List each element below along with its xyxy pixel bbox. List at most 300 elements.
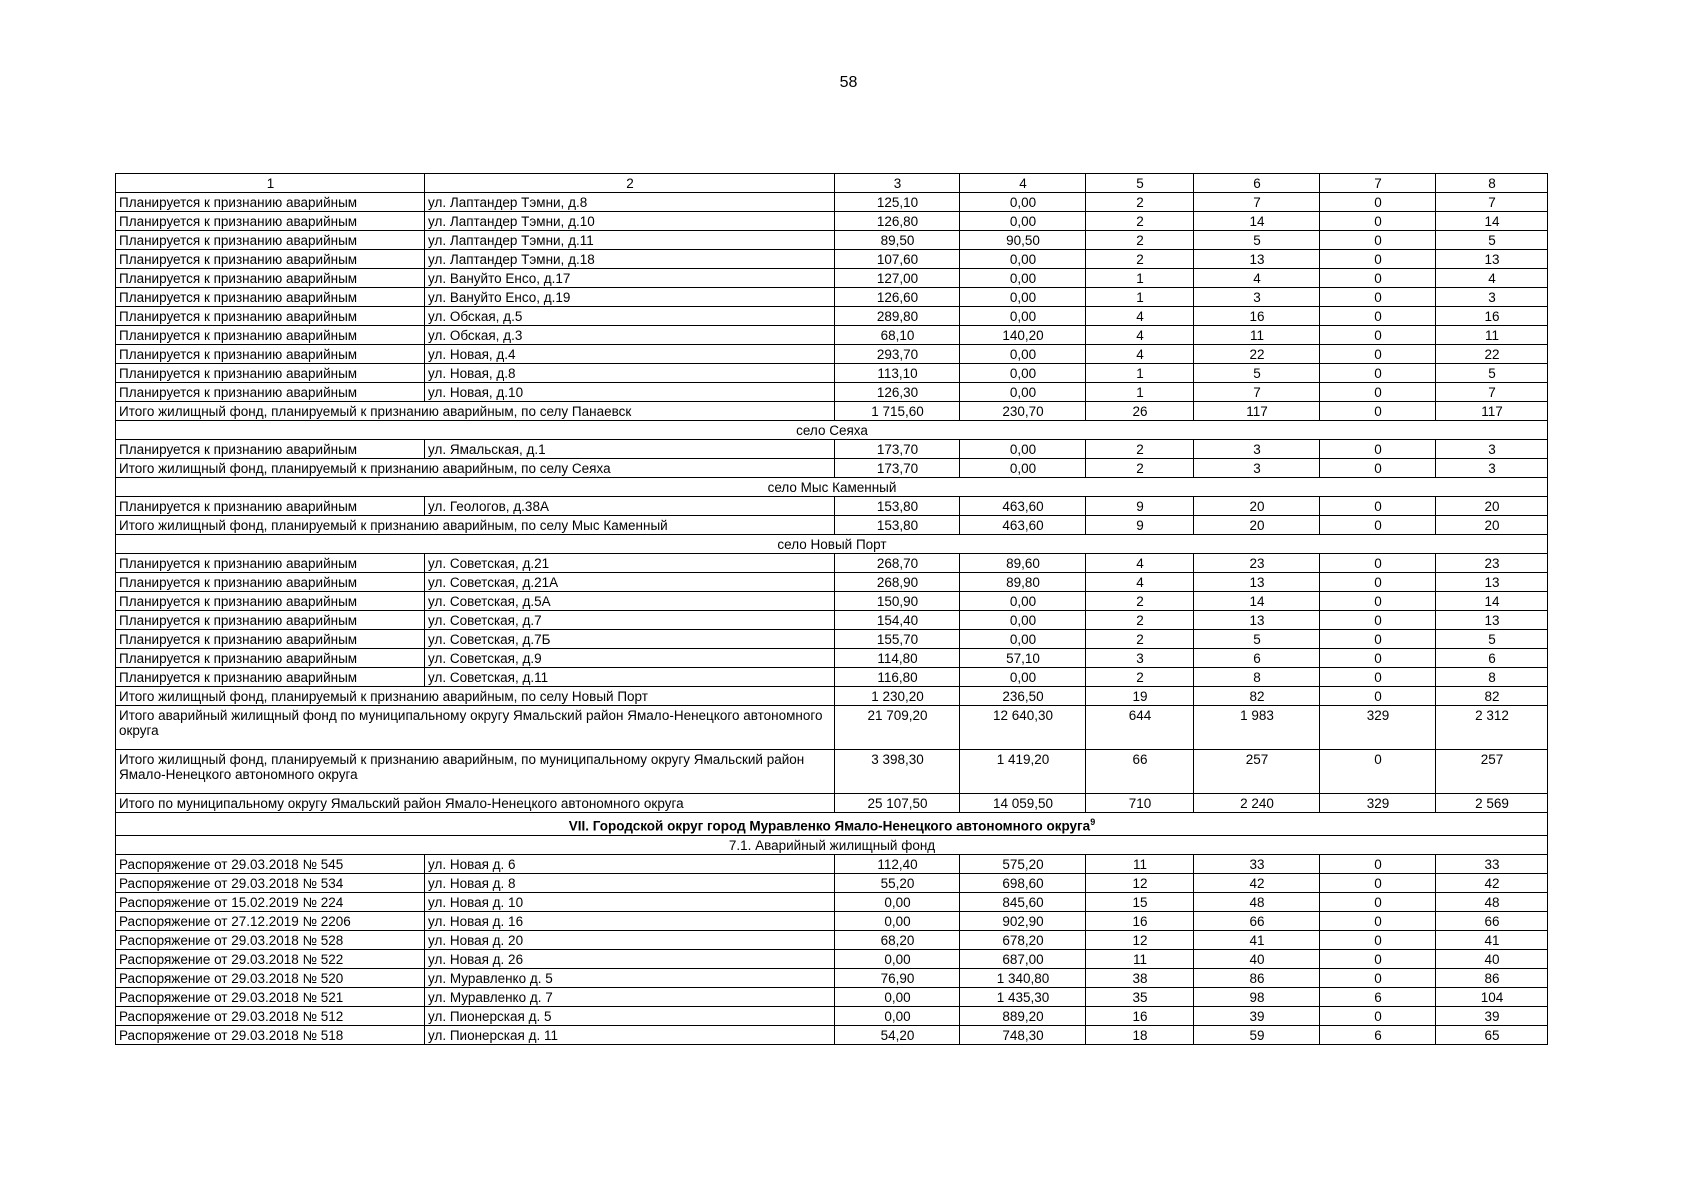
table-row [116, 364, 1548, 383]
total-value-cell: 21 709,20 [835, 706, 960, 750]
value-cell: 0,00 [960, 269, 1086, 288]
district-title-cell [116, 813, 1548, 836]
value-cell: 2 [1086, 630, 1194, 649]
address-cell: ул. Новая, д.10 [425, 383, 835, 402]
value-cell: 7 [1194, 193, 1320, 212]
district-title: VII. Городской округ город Муравленко Ямало-Ненецкого автономного округа [568, 818, 1091, 834]
value-cell: 1 340,80 [960, 968, 1086, 987]
total-value-cell: 173,70 [835, 459, 960, 478]
value-cell: 5 [1436, 364, 1548, 383]
address-cell: ул. Советская, д.11 [425, 668, 835, 687]
value-cell: 0 [1320, 497, 1436, 516]
value-cell: 65 [1436, 1025, 1548, 1044]
address-cell: ул. Лаптандер Тэмни, д.8 [425, 193, 835, 212]
value-cell: 14 [1194, 592, 1320, 611]
table-row [116, 383, 1548, 402]
value-cell: 173,70 [835, 440, 960, 459]
value-cell: 1 [1086, 364, 1194, 383]
address-cell: ул. Лаптандер Тэмни, д.18 [425, 250, 835, 269]
total-value-cell: 329 [1320, 706, 1436, 750]
total-value-cell: 2 240 [1194, 794, 1320, 813]
value-cell: 0 [1320, 949, 1436, 968]
section-title: село Новый Порт [116, 535, 1548, 554]
table-row [116, 231, 1548, 250]
basis-cell: Распоряжение от 27.12.2019 № 2206 [116, 911, 425, 930]
total-value-cell: 19 [1086, 687, 1194, 706]
total-value-cell: 1 983 [1194, 706, 1320, 750]
address-cell: ул. Лаптандер Тэмни, д.11 [425, 231, 835, 250]
value-cell: 2 [1086, 668, 1194, 687]
section-title: село Сеяха [116, 421, 1548, 440]
basis-cell: Планируется к признанию аварийным [116, 231, 425, 250]
value-cell: 18 [1086, 1025, 1194, 1044]
value-cell: 13 [1194, 611, 1320, 630]
basis-cell: Планируется к признанию аварийным [116, 440, 425, 459]
table-row [116, 854, 1548, 873]
value-cell: 150,90 [835, 592, 960, 611]
table-row [116, 250, 1548, 269]
data-table [115, 173, 1548, 1045]
total-value-cell: 20 [1436, 516, 1548, 535]
value-cell: 0 [1320, 630, 1436, 649]
value-cell: 8 [1436, 668, 1548, 687]
table-row [116, 497, 1548, 516]
value-cell: 0,00 [960, 212, 1086, 231]
value-cell: 98 [1194, 987, 1320, 1006]
section-header-row [116, 421, 1548, 440]
table-row [116, 987, 1548, 1006]
table-row [116, 649, 1548, 668]
value-cell: 113,10 [835, 364, 960, 383]
value-cell: 8 [1194, 668, 1320, 687]
value-cell: 4 [1086, 326, 1194, 345]
value-cell: 4 [1436, 269, 1548, 288]
basis-cell: Планируется к признанию аварийным [116, 212, 425, 231]
value-cell: 0,00 [960, 364, 1086, 383]
column-number-row [116, 174, 1548, 193]
total-value-cell: 117 [1194, 402, 1320, 421]
address-cell: ул. Лаптандер Тэмни, д.10 [425, 212, 835, 231]
page-number: 58 [839, 74, 858, 91]
total-value-cell: 82 [1194, 687, 1320, 706]
value-cell: 33 [1436, 854, 1548, 873]
table-row [116, 1025, 1548, 1044]
value-cell: 40 [1436, 949, 1548, 968]
address-cell: ул. Новая, д.4 [425, 345, 835, 364]
value-cell: 39 [1436, 1006, 1548, 1025]
total-label-cell: Итого аварийный жилищный фонд по муниципальному округу Ямальский район Ямало-Ненецкого автономного округа [116, 706, 835, 750]
value-cell: 1 435,30 [960, 987, 1086, 1006]
value-cell: 9 [1086, 497, 1194, 516]
value-cell: 13 [1436, 611, 1548, 630]
value-cell: 5 [1436, 630, 1548, 649]
address-cell: ул. Вануйто Енсо, д.19 [425, 288, 835, 307]
value-cell: 2 [1086, 193, 1194, 212]
total-value-cell: 3 [1436, 459, 1548, 478]
value-cell: 68,20 [835, 930, 960, 949]
value-cell: 293,70 [835, 345, 960, 364]
value-cell: 0 [1320, 892, 1436, 911]
value-cell: 89,80 [960, 573, 1086, 592]
table-row [116, 193, 1548, 212]
district-header-row [116, 813, 1548, 836]
value-cell: 127,00 [835, 269, 960, 288]
table-row [116, 288, 1548, 307]
value-cell: 13 [1436, 250, 1548, 269]
value-cell: 126,30 [835, 383, 960, 402]
total-row [116, 794, 1548, 813]
value-cell: 16 [1086, 1006, 1194, 1025]
value-cell: 5 [1194, 364, 1320, 383]
table-row [116, 554, 1548, 573]
address-cell: ул. Новая д. 6 [425, 854, 835, 873]
value-cell: 3 [1436, 440, 1548, 459]
value-cell: 140,20 [960, 326, 1086, 345]
value-cell: 889,20 [960, 1006, 1086, 1025]
total-row-wrapped [116, 706, 1548, 750]
value-cell: 4 [1086, 307, 1194, 326]
value-cell: 114,80 [835, 649, 960, 668]
total-row [116, 459, 1548, 478]
value-cell: 6 [1320, 987, 1436, 1006]
value-cell: 0,00 [960, 288, 1086, 307]
value-cell: 12 [1086, 930, 1194, 949]
total-value-cell: 710 [1086, 794, 1194, 813]
address-cell: ул. Советская, д.7 [425, 611, 835, 630]
value-cell: 54,20 [835, 1025, 960, 1044]
column-number-cell: 4 [960, 174, 1086, 193]
total-value-cell: 257 [1436, 750, 1548, 794]
total-value-cell: 25 107,50 [835, 794, 960, 813]
total-value-cell: 1 230,20 [835, 687, 960, 706]
address-cell: ул. Муравленко д. 7 [425, 987, 835, 1006]
column-number-cell: 5 [1086, 174, 1194, 193]
value-cell: 0 [1320, 383, 1436, 402]
total-value-cell: 463,60 [960, 516, 1086, 535]
value-cell: 41 [1436, 930, 1548, 949]
value-cell: 14 [1194, 212, 1320, 231]
total-value-cell: 2 569 [1436, 794, 1548, 813]
table-row [116, 440, 1548, 459]
value-cell: 33 [1194, 854, 1320, 873]
column-number-cell: 7 [1320, 174, 1436, 193]
value-cell: 0 [1320, 1006, 1436, 1025]
value-cell: 59 [1194, 1025, 1320, 1044]
value-cell: 7 [1436, 193, 1548, 212]
value-cell: 4 [1086, 573, 1194, 592]
value-cell: 5 [1436, 231, 1548, 250]
value-cell: 698,60 [960, 873, 1086, 892]
total-value-cell: 230,70 [960, 402, 1086, 421]
value-cell: 2 [1086, 440, 1194, 459]
value-cell: 11 [1086, 949, 1194, 968]
table-row [116, 573, 1548, 592]
value-cell: 0 [1320, 364, 1436, 383]
value-cell: 76,90 [835, 968, 960, 987]
value-cell: 14 [1436, 212, 1548, 231]
address-cell: ул. Новая д. 16 [425, 911, 835, 930]
basis-cell: Планируется к признанию аварийным [116, 307, 425, 326]
value-cell: 0 [1320, 345, 1436, 364]
value-cell: 68,10 [835, 326, 960, 345]
value-cell: 0,00 [835, 1006, 960, 1025]
total-value-cell: 0 [1320, 402, 1436, 421]
table-row [116, 930, 1548, 949]
value-cell: 0 [1320, 326, 1436, 345]
total-row [116, 516, 1548, 535]
address-cell: ул. Новая д. 26 [425, 949, 835, 968]
address-cell: ул. Новая д. 20 [425, 930, 835, 949]
value-cell: 11 [1436, 326, 1548, 345]
value-cell: 2 [1086, 231, 1194, 250]
address-cell: ул. Новая, д.8 [425, 364, 835, 383]
value-cell: 20 [1436, 497, 1548, 516]
value-cell: 1 [1086, 383, 1194, 402]
total-value-cell: 0 [1320, 459, 1436, 478]
value-cell: 0,00 [960, 383, 1086, 402]
value-cell: 14 [1436, 592, 1548, 611]
basis-cell: Распоряжение от 29.03.2018 № 520 [116, 968, 425, 987]
value-cell: 5 [1194, 231, 1320, 250]
value-cell: 155,70 [835, 630, 960, 649]
value-cell: 0,00 [960, 440, 1086, 459]
value-cell: 40 [1194, 949, 1320, 968]
total-value-cell: 14 059,50 [960, 794, 1086, 813]
value-cell: 902,90 [960, 911, 1086, 930]
value-cell: 86 [1436, 968, 1548, 987]
total-row [116, 687, 1548, 706]
value-cell: 687,00 [960, 949, 1086, 968]
value-cell: 0 [1320, 250, 1436, 269]
address-cell: ул. Обская, д.3 [425, 326, 835, 345]
address-cell: ул. Советская, д.21 [425, 554, 835, 573]
value-cell: 4 [1086, 554, 1194, 573]
value-cell: 48 [1194, 892, 1320, 911]
value-cell: 23 [1194, 554, 1320, 573]
value-cell: 66 [1194, 911, 1320, 930]
table-row [116, 873, 1548, 892]
basis-cell: Распоряжение от 29.03.2018 № 534 [116, 873, 425, 892]
value-cell: 13 [1194, 573, 1320, 592]
basis-cell: Распоряжение от 29.03.2018 № 521 [116, 987, 425, 1006]
value-cell: 2 [1086, 250, 1194, 269]
value-cell: 55,20 [835, 873, 960, 892]
value-cell: 22 [1194, 345, 1320, 364]
value-cell: 0 [1320, 440, 1436, 459]
value-cell: 153,80 [835, 497, 960, 516]
value-cell: 0 [1320, 231, 1436, 250]
value-cell: 89,50 [835, 231, 960, 250]
basis-cell: Распоряжение от 29.03.2018 № 528 [116, 930, 425, 949]
total-value-cell: 9 [1086, 516, 1194, 535]
basis-cell: Планируется к признанию аварийным [116, 497, 425, 516]
basis-cell: Планируется к признанию аварийным [116, 326, 425, 345]
value-cell: 0,00 [960, 611, 1086, 630]
total-value-cell: 2 312 [1436, 706, 1548, 750]
value-cell: 0 [1320, 873, 1436, 892]
value-cell: 0 [1320, 668, 1436, 687]
value-cell: 16 [1086, 911, 1194, 930]
address-cell: ул. Муравленко д. 5 [425, 968, 835, 987]
value-cell: 48 [1436, 892, 1548, 911]
total-value-cell: 26 [1086, 402, 1194, 421]
value-cell: 57,10 [960, 649, 1086, 668]
value-cell: 86 [1194, 968, 1320, 987]
value-cell: 38 [1086, 968, 1194, 987]
address-cell: ул. Новая д. 8 [425, 873, 835, 892]
value-cell: 0 [1320, 554, 1436, 573]
value-cell: 16 [1194, 307, 1320, 326]
address-cell: ул. Обская, д.5 [425, 307, 835, 326]
total-value-cell: 2 [1086, 459, 1194, 478]
value-cell: 107,60 [835, 250, 960, 269]
value-cell: 2 [1086, 592, 1194, 611]
total-value-cell: 20 [1194, 516, 1320, 535]
table-row [116, 345, 1548, 364]
value-cell: 125,10 [835, 193, 960, 212]
value-cell: 66 [1436, 911, 1548, 930]
total-label-cell: Итого жилищный фонд, планируемый к признанию аварийным, по муниципальному округу Ямальский район Ямало-Ненецкого автономного округа [116, 750, 835, 794]
value-cell: 7 [1436, 383, 1548, 402]
value-cell: 0,00 [835, 987, 960, 1006]
value-cell: 104 [1436, 987, 1548, 1006]
total-row-wrapped [116, 750, 1548, 794]
value-cell: 289,80 [835, 307, 960, 326]
basis-cell: Распоряжение от 29.03.2018 № 518 [116, 1025, 425, 1044]
value-cell: 0,00 [960, 250, 1086, 269]
value-cell: 6 [1436, 649, 1548, 668]
value-cell: 11 [1086, 854, 1194, 873]
value-cell: 116,80 [835, 668, 960, 687]
total-value-cell: 3 398,30 [835, 750, 960, 794]
value-cell: 13 [1194, 250, 1320, 269]
table-row [116, 269, 1548, 288]
value-cell: 0,00 [835, 911, 960, 930]
value-cell: 3 [1194, 440, 1320, 459]
value-cell: 0,00 [960, 307, 1086, 326]
value-cell: 90,50 [960, 231, 1086, 250]
total-value-cell: 82 [1436, 687, 1548, 706]
address-cell: ул. Ямальская, д.1 [425, 440, 835, 459]
address-cell: ул. Новая д. 10 [425, 892, 835, 911]
value-cell: 0,00 [835, 892, 960, 911]
value-cell: 22 [1436, 345, 1548, 364]
value-cell: 42 [1436, 873, 1548, 892]
value-cell: 2 [1086, 611, 1194, 630]
value-cell: 463,60 [960, 497, 1086, 516]
value-cell: 13 [1436, 573, 1548, 592]
column-number-cell: 2 [425, 174, 835, 193]
section-title: 7.1. Аварийный жилищный фонд [116, 835, 1548, 854]
total-value-cell: 1 419,20 [960, 750, 1086, 794]
basis-cell: Планируется к признанию аварийным [116, 592, 425, 611]
value-cell: 15 [1086, 892, 1194, 911]
value-cell: 112,40 [835, 854, 960, 873]
value-cell: 0,00 [960, 592, 1086, 611]
value-cell: 0 [1320, 968, 1436, 987]
basis-cell: Планируется к признанию аварийным [116, 193, 425, 212]
value-cell: 39 [1194, 1006, 1320, 1025]
total-value-cell: 1 715,60 [835, 402, 960, 421]
value-cell: 41 [1194, 930, 1320, 949]
total-value-cell: 3 [1194, 459, 1320, 478]
value-cell: 0,00 [960, 668, 1086, 687]
column-number-cell: 3 [835, 174, 960, 193]
table-row [116, 326, 1548, 345]
table-row [116, 668, 1548, 687]
basis-cell: Распоряжение от 15.02.2019 № 224 [116, 892, 425, 911]
value-cell: 126,80 [835, 212, 960, 231]
value-cell: 20 [1194, 497, 1320, 516]
address-cell: ул. Советская, д.9 [425, 649, 835, 668]
value-cell: 678,20 [960, 930, 1086, 949]
section-header-row [116, 535, 1548, 554]
total-label-cell: Итого жилищный фонд, планируемый к признанию аварийным, по селу Сеяха [116, 459, 835, 478]
value-cell: 2 [1086, 212, 1194, 231]
footnote-marker: 9 [1090, 817, 1096, 827]
value-cell: 7 [1194, 383, 1320, 402]
value-cell: 0 [1320, 854, 1436, 873]
address-cell: ул. Пионерская д. 11 [425, 1025, 835, 1044]
total-value-cell: 117 [1436, 402, 1548, 421]
column-number-cell: 6 [1194, 174, 1320, 193]
value-cell: 845,60 [960, 892, 1086, 911]
total-label-cell: Итого по муниципальному округу Ямальский район Ямало-Ненецкого автономного округа [116, 794, 835, 813]
value-cell: 0 [1320, 193, 1436, 212]
value-cell: 0 [1320, 307, 1436, 326]
value-cell: 5 [1194, 630, 1320, 649]
table-row [116, 892, 1548, 911]
value-cell: 16 [1436, 307, 1548, 326]
total-value-cell: 153,80 [835, 516, 960, 535]
value-cell: 0 [1320, 649, 1436, 668]
basis-cell: Планируется к признанию аварийным [116, 364, 425, 383]
value-cell: 0,00 [835, 949, 960, 968]
total-row [116, 402, 1548, 421]
total-value-cell: 66 [1086, 750, 1194, 794]
value-cell: 4 [1086, 345, 1194, 364]
section-header-row [116, 478, 1548, 497]
value-cell: 11 [1194, 326, 1320, 345]
basis-cell: Планируется к признанию аварийным [116, 383, 425, 402]
value-cell: 575,20 [960, 854, 1086, 873]
value-cell: 268,70 [835, 554, 960, 573]
total-value-cell: 0 [1320, 687, 1436, 706]
value-cell: 0 [1320, 930, 1436, 949]
value-cell: 3 [1194, 288, 1320, 307]
value-cell: 0 [1320, 573, 1436, 592]
value-cell: 1 [1086, 288, 1194, 307]
value-cell: 154,40 [835, 611, 960, 630]
table-row [116, 592, 1548, 611]
value-cell: 42 [1194, 873, 1320, 892]
basis-cell: Планируется к признанию аварийным [116, 250, 425, 269]
total-value-cell: 329 [1320, 794, 1436, 813]
value-cell: 126,60 [835, 288, 960, 307]
value-cell: 0 [1320, 592, 1436, 611]
total-value-cell: 12 640,30 [960, 706, 1086, 750]
value-cell: 268,90 [835, 573, 960, 592]
value-cell: 0 [1320, 269, 1436, 288]
value-cell: 4 [1194, 269, 1320, 288]
table-row [116, 212, 1548, 231]
address-cell: ул. Геологов, д.38А [425, 497, 835, 516]
total-value-cell: 0 [1320, 516, 1436, 535]
basis-cell: Планируется к признанию аварийным [116, 345, 425, 364]
value-cell: 3 [1436, 288, 1548, 307]
basis-cell: Распоряжение от 29.03.2018 № 512 [116, 1006, 425, 1025]
table-row [116, 949, 1548, 968]
